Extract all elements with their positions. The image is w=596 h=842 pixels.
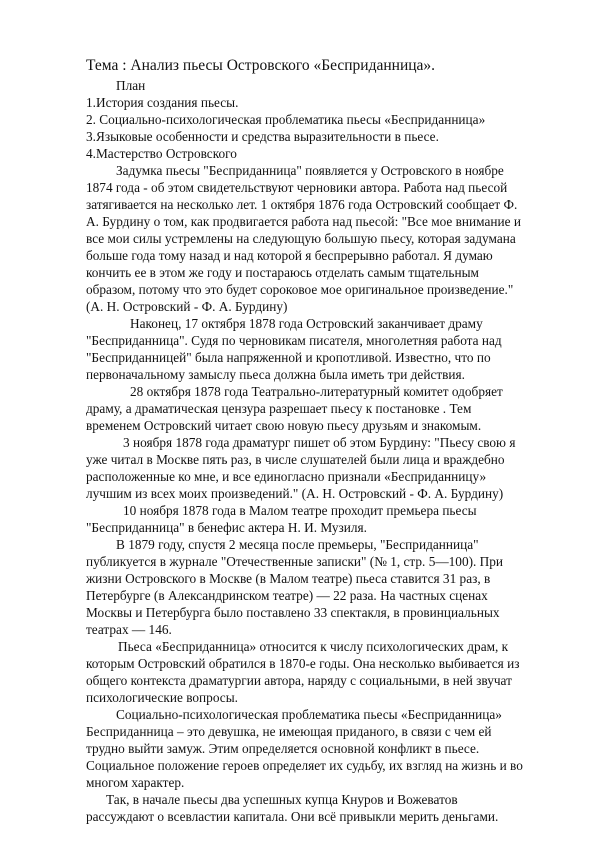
plan-heading: План [116, 78, 146, 93]
paragraph-line: Задумка пьесы "Бесприданница" появляется у Островского в ноябре [116, 163, 504, 178]
plan-item: 4.Мастерство Островского [86, 146, 237, 161]
paragraph-line: первоначальному замыслу пьеса должна была иметь три действия. [86, 367, 465, 382]
paragraph-line: 10 ноября 1878 года в Малом театре проходит премьера пьесы [123, 503, 477, 518]
section-heading: Социально-психологическая проблематика пьесы «Бесприданница» [116, 707, 502, 722]
paragraph-line: (А. Н. Островский - Ф. А. Бурдину) [86, 299, 288, 314]
paragraph-line: психологические вопросы. [86, 690, 238, 705]
paragraph-line: Бесприданница – это девушка, не имеющая приданого, в связи с чем ей [86, 724, 492, 739]
paragraph-line: жизни Островского в Москве (в Малом театре) пьеса ставится 31 раз, в [86, 571, 491, 586]
plan-item: 3.Языковые особенности и средства выразительности в пьесе. [86, 129, 439, 144]
paragraph-line: уже читал в Москве пять раз, в числе слушателей были лица и враждебно [86, 452, 505, 467]
paragraph-line: 3 ноября 1878 года драматург пишет об этом Бурдину: "Пьесу свою я [123, 435, 516, 450]
paragraph-line: которым Островский обратился в 1870-е годы. Она несколько выбивается из [86, 656, 520, 671]
paragraph-line: расположенные ко мне, и все единогласно признали «Бесприданницу» [86, 469, 487, 484]
paragraph-line: драму, а драматическая цензура разрешает пьесу к постановке . Тем [86, 401, 472, 416]
paragraph-line: "Бесприданницей" была напряженной и кропотливой. Известно, что по [86, 350, 491, 365]
paragraph-line: лучшим из всех моих произведений." (А. Н. Островский - Ф. А. Бурдину) [86, 486, 504, 501]
paragraph-line: многом характер. [86, 775, 185, 790]
paragraph-line: общего контекста драматургии автора, наряду с социальными, в ней звучат [86, 673, 512, 688]
plan-item: 1.История создания пьесы. [86, 95, 239, 110]
plan-item: 2. Социально-психологическая проблематика пьесы «Бесприданница» [86, 112, 486, 127]
paragraph-line: Социальное положение героев определяет их судьбу, их взгляд на жизнь и во [86, 758, 523, 773]
paragraph-line: Так, в начале пьесы два успешных купца Кнуров и Вожеватов [106, 792, 458, 807]
paragraph-line: 1874 года - об этом свидетельствуют черновики автора. Работа над пьесой [86, 180, 508, 195]
paragraph-line: театрах — 146. [86, 622, 172, 637]
paragraph-line: больше года тому назад и над которой я беспрерывно работал. Я думаю [86, 248, 493, 263]
paragraph-line: "Бесприданница" в бенефис актера Н. И. Музиля. [86, 520, 367, 535]
paragraph-line: рассуждают о всевластии капитала. Они всё привыкли мерить деньгами. [86, 809, 499, 824]
paragraph-line: временем Островский читает свою новую пьесу друзьям и знакомым. [86, 418, 482, 433]
paragraph-line: Наконец, 17 октября 1878 года Островский заканчивает драму [130, 316, 483, 331]
paragraph-line: кончить ее в этом же году и постараюсь отделать самым тщательным [86, 265, 479, 280]
document-title: Тема : Анализ пьесы Островского «Бесприданница». [86, 57, 436, 74]
paragraph-line: трудно выйти замуж. Этим определяется основной конфликт в пьесе. [86, 741, 480, 756]
paragraph-line: А. Бурдину о том, как продвигается работа над пьесой: "Все мое внимание и [86, 214, 521, 229]
paragraph-line: В 1879 году, спустя 2 месяца после премьеры, "Бесприданница" [116, 537, 479, 552]
paragraph-line: Москвы и Петербурга было поставлено 33 спектакля, в провинциальных [86, 605, 500, 620]
paragraph-line: все мои силы устремлены на следующую большую пьесу, которая задумана [86, 231, 516, 246]
paragraph-line: затягивается на несколько лет. 1 октября 1876 года Островский сообщает Ф. [86, 197, 518, 212]
paragraph-line: образом, потому что это будет сороковое мое оригинальное произведение." [86, 282, 514, 297]
paragraph-line: "Бесприданница". Судя по черновикам писателя, многолетняя работа над [86, 333, 502, 348]
paragraph-line: Пьеса «Бесприданница» относится к числу психологических драм, к [118, 639, 509, 654]
paragraph-line: публикуется в журнале "Отечественные записки" (№ 1, стр. 5—100). При [86, 554, 504, 569]
paragraph-line: Петербурге (в Александринском театре) — 22 раза. На частных сценах [86, 588, 488, 603]
paragraph-line: 28 октября 1878 года Театрально-литературный комитет одобряет [130, 384, 503, 399]
